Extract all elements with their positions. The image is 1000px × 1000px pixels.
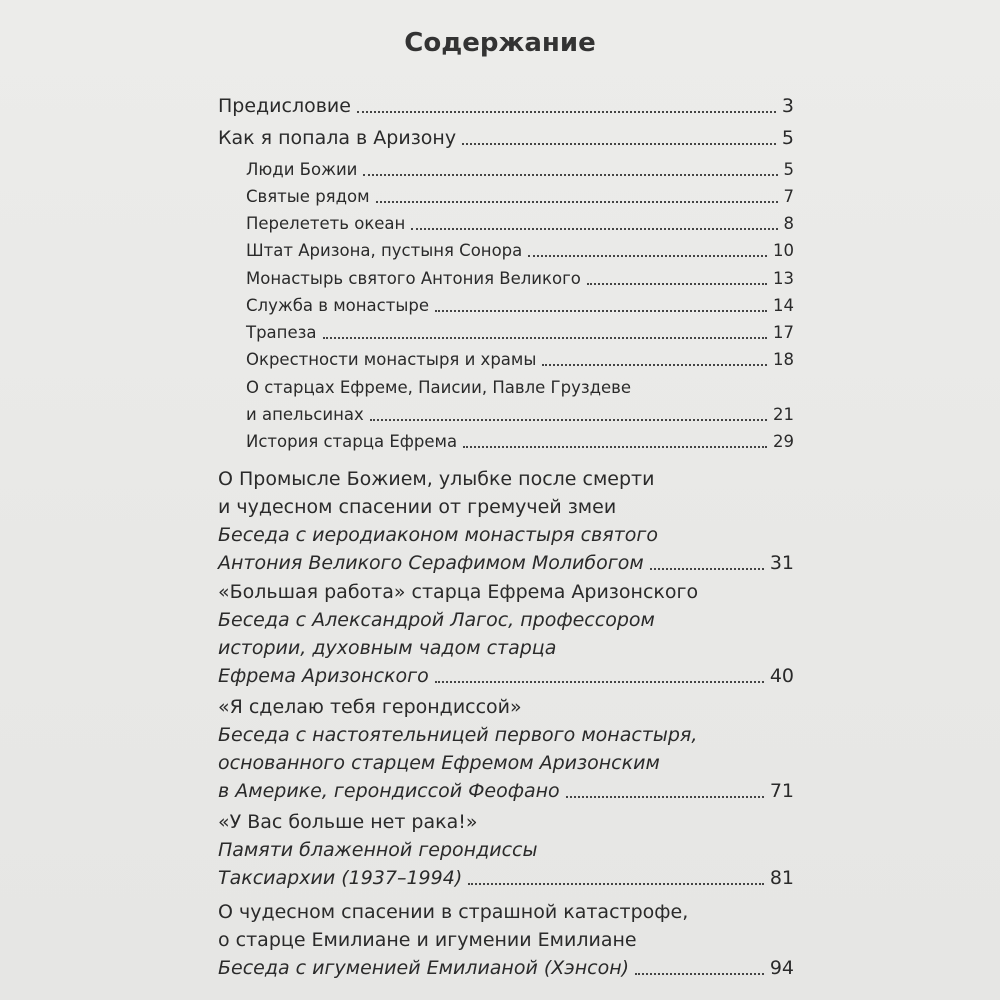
toc-line [218,662,794,690]
leader-dots [635,972,764,975]
toc-entry[interactable] [218,808,794,892]
toc-entry-title: Как я попала в Аризону [218,127,457,149]
leader-dots [435,309,767,312]
toc-entry-title: О Промысле Божием, улыбке после смерти [218,468,655,490]
toc-entry-subtitle: Беседа с Александрой Лагос, профессором [218,609,655,631]
toc-line [218,549,794,577]
toc-entry-title: Люди Божии [246,160,358,179]
toc-entry-title-cont: и апельсинах [246,405,364,424]
toc-line [218,92,794,120]
toc-line [246,374,794,401]
toc-line [246,183,794,210]
toc-line [246,292,794,319]
page-number: 17 [773,323,794,342]
toc-entry-title: Монастырь святого Антония Великого [246,269,581,288]
toc-line [218,808,794,836]
leader-dots [542,363,767,366]
leader-dots [468,882,764,885]
toc-subentry[interactable] [246,374,794,428]
toc-entry-title: Служба в монастыре [246,296,429,315]
leader-dots [435,680,764,683]
page-number: 5 [783,160,794,179]
leader-dots [566,795,764,798]
toc-entry[interactable] [218,898,794,982]
leader-dots [363,173,777,176]
toc-subentry[interactable] [246,265,794,292]
leader-dots [357,110,776,113]
toc-entry-title: Святые рядом [246,187,370,206]
toc-line [218,749,794,777]
leader-dots [462,142,776,145]
toc-line [218,898,794,926]
toc-line [246,428,794,455]
toc-entry-subtitle: Таксиархии (1937–1994) [218,867,463,889]
toc-entry-subtitle: Беседа с иеродиаконом монастыря святого [218,524,658,546]
toc-line [218,493,794,521]
toc-entry-subtitle: в Америке, герондиссой Феофано [218,780,560,802]
leader-dots [463,445,767,448]
page-number: 71 [769,780,794,802]
toc-line [218,578,794,606]
toc-line [246,346,794,373]
toc-subentry[interactable] [246,237,794,264]
toc-entry[interactable] [218,465,794,577]
page-number: 29 [773,432,794,451]
toc-line [218,465,794,493]
page-number: 10 [773,241,794,260]
toc-entry-subtitle: Ефрема Аризонского [218,665,429,687]
leader-dots [323,336,768,339]
toc-line [218,926,794,954]
leader-dots [587,282,767,285]
toc-line [218,836,794,864]
page-number: 3 [781,95,794,117]
toc-entry-title: Трапеза [246,323,317,342]
toc-entry-title: История старца Ефрема [246,432,458,451]
toc-line [246,156,794,183]
toc-line [218,124,794,152]
toc-entry-subtitle: Памяти блаженной герондиссы [218,839,538,861]
toc-subentry[interactable] [246,292,794,319]
toc-entry-subtitle: основанного старцем Ефремом Аризонским [218,752,660,774]
page-number: 94 [769,957,794,979]
toc-entry-subtitle: Антония Великого Серафимом Молибогом [218,552,644,574]
toc-entry[interactable] [218,578,794,690]
toc-line [246,401,794,428]
toc-line [218,606,794,634]
toc-subentry[interactable] [246,428,794,455]
page-number: 5 [781,127,794,149]
toc-entry-subtitle: истории, духовным чадом старца [218,637,557,659]
page-number: 7 [783,187,794,206]
toc-entry-title: Штат Аризона, пустыня Сонора [246,241,523,260]
page-number: 40 [769,665,794,687]
toc-line [218,721,794,749]
toc-line [218,521,794,549]
toc-entry-title: Перелететь океан [246,214,406,233]
toc-subentry[interactable] [246,210,794,237]
page-number: 13 [773,269,794,288]
toc-entry-title: О старцах Ефреме, Паисии, Павле Груздеве [246,378,632,397]
toc-entry[interactable] [218,124,794,152]
toc-line [218,864,794,892]
toc-subentry[interactable] [246,346,794,373]
page-title: Содержание [404,28,596,58]
toc-entry-title: «Большая работа» старца Ефрема Аризонского [218,581,699,603]
page-number: 21 [773,405,794,424]
toc-line [218,777,794,805]
toc-entry-subtitle: Беседа с игуменией Емилианой (Хэнсон) [218,957,630,979]
toc-line [218,954,794,982]
toc-line [246,319,794,346]
toc-entry-title: «У Вас больше нет рака!» [218,811,478,833]
toc-entry-title: Окрестности монастыря и храмы [246,350,537,369]
toc-line [218,693,794,721]
page-number: 81 [769,867,794,889]
toc-entry-title: «Я сделаю тебя герондиссой» [218,696,522,718]
leader-dots [650,567,764,570]
page-number: 31 [769,552,794,574]
toc-subentry[interactable] [246,319,794,346]
toc-subentry[interactable] [246,156,794,183]
toc-subentry[interactable] [246,183,794,210]
leader-dots [528,254,767,257]
toc-entry[interactable] [218,92,794,120]
page-number: 14 [773,296,794,315]
toc-entry[interactable] [218,693,794,805]
leader-dots [411,227,777,230]
page-number: 8 [783,214,794,233]
toc-line [246,265,794,292]
toc-entry-title: О чудесном спасении в страшной катастрофе, [218,901,689,923]
toc-entry-title-cont: и чудесном спасении от гремучей змеи [218,496,617,518]
toc-entry-title: Предисловие [218,95,351,117]
leader-dots [376,200,778,203]
toc-line [246,237,794,264]
toc-entry-subtitle: Беседа с настоятельницей первого монастыря, [218,724,698,746]
toc-entry-title-cont: о старце Емилиане и игумении Емилиане [218,929,637,951]
page-number: 18 [773,350,794,369]
leader-dots [370,418,767,421]
toc-line [218,634,794,662]
toc-line [246,210,794,237]
